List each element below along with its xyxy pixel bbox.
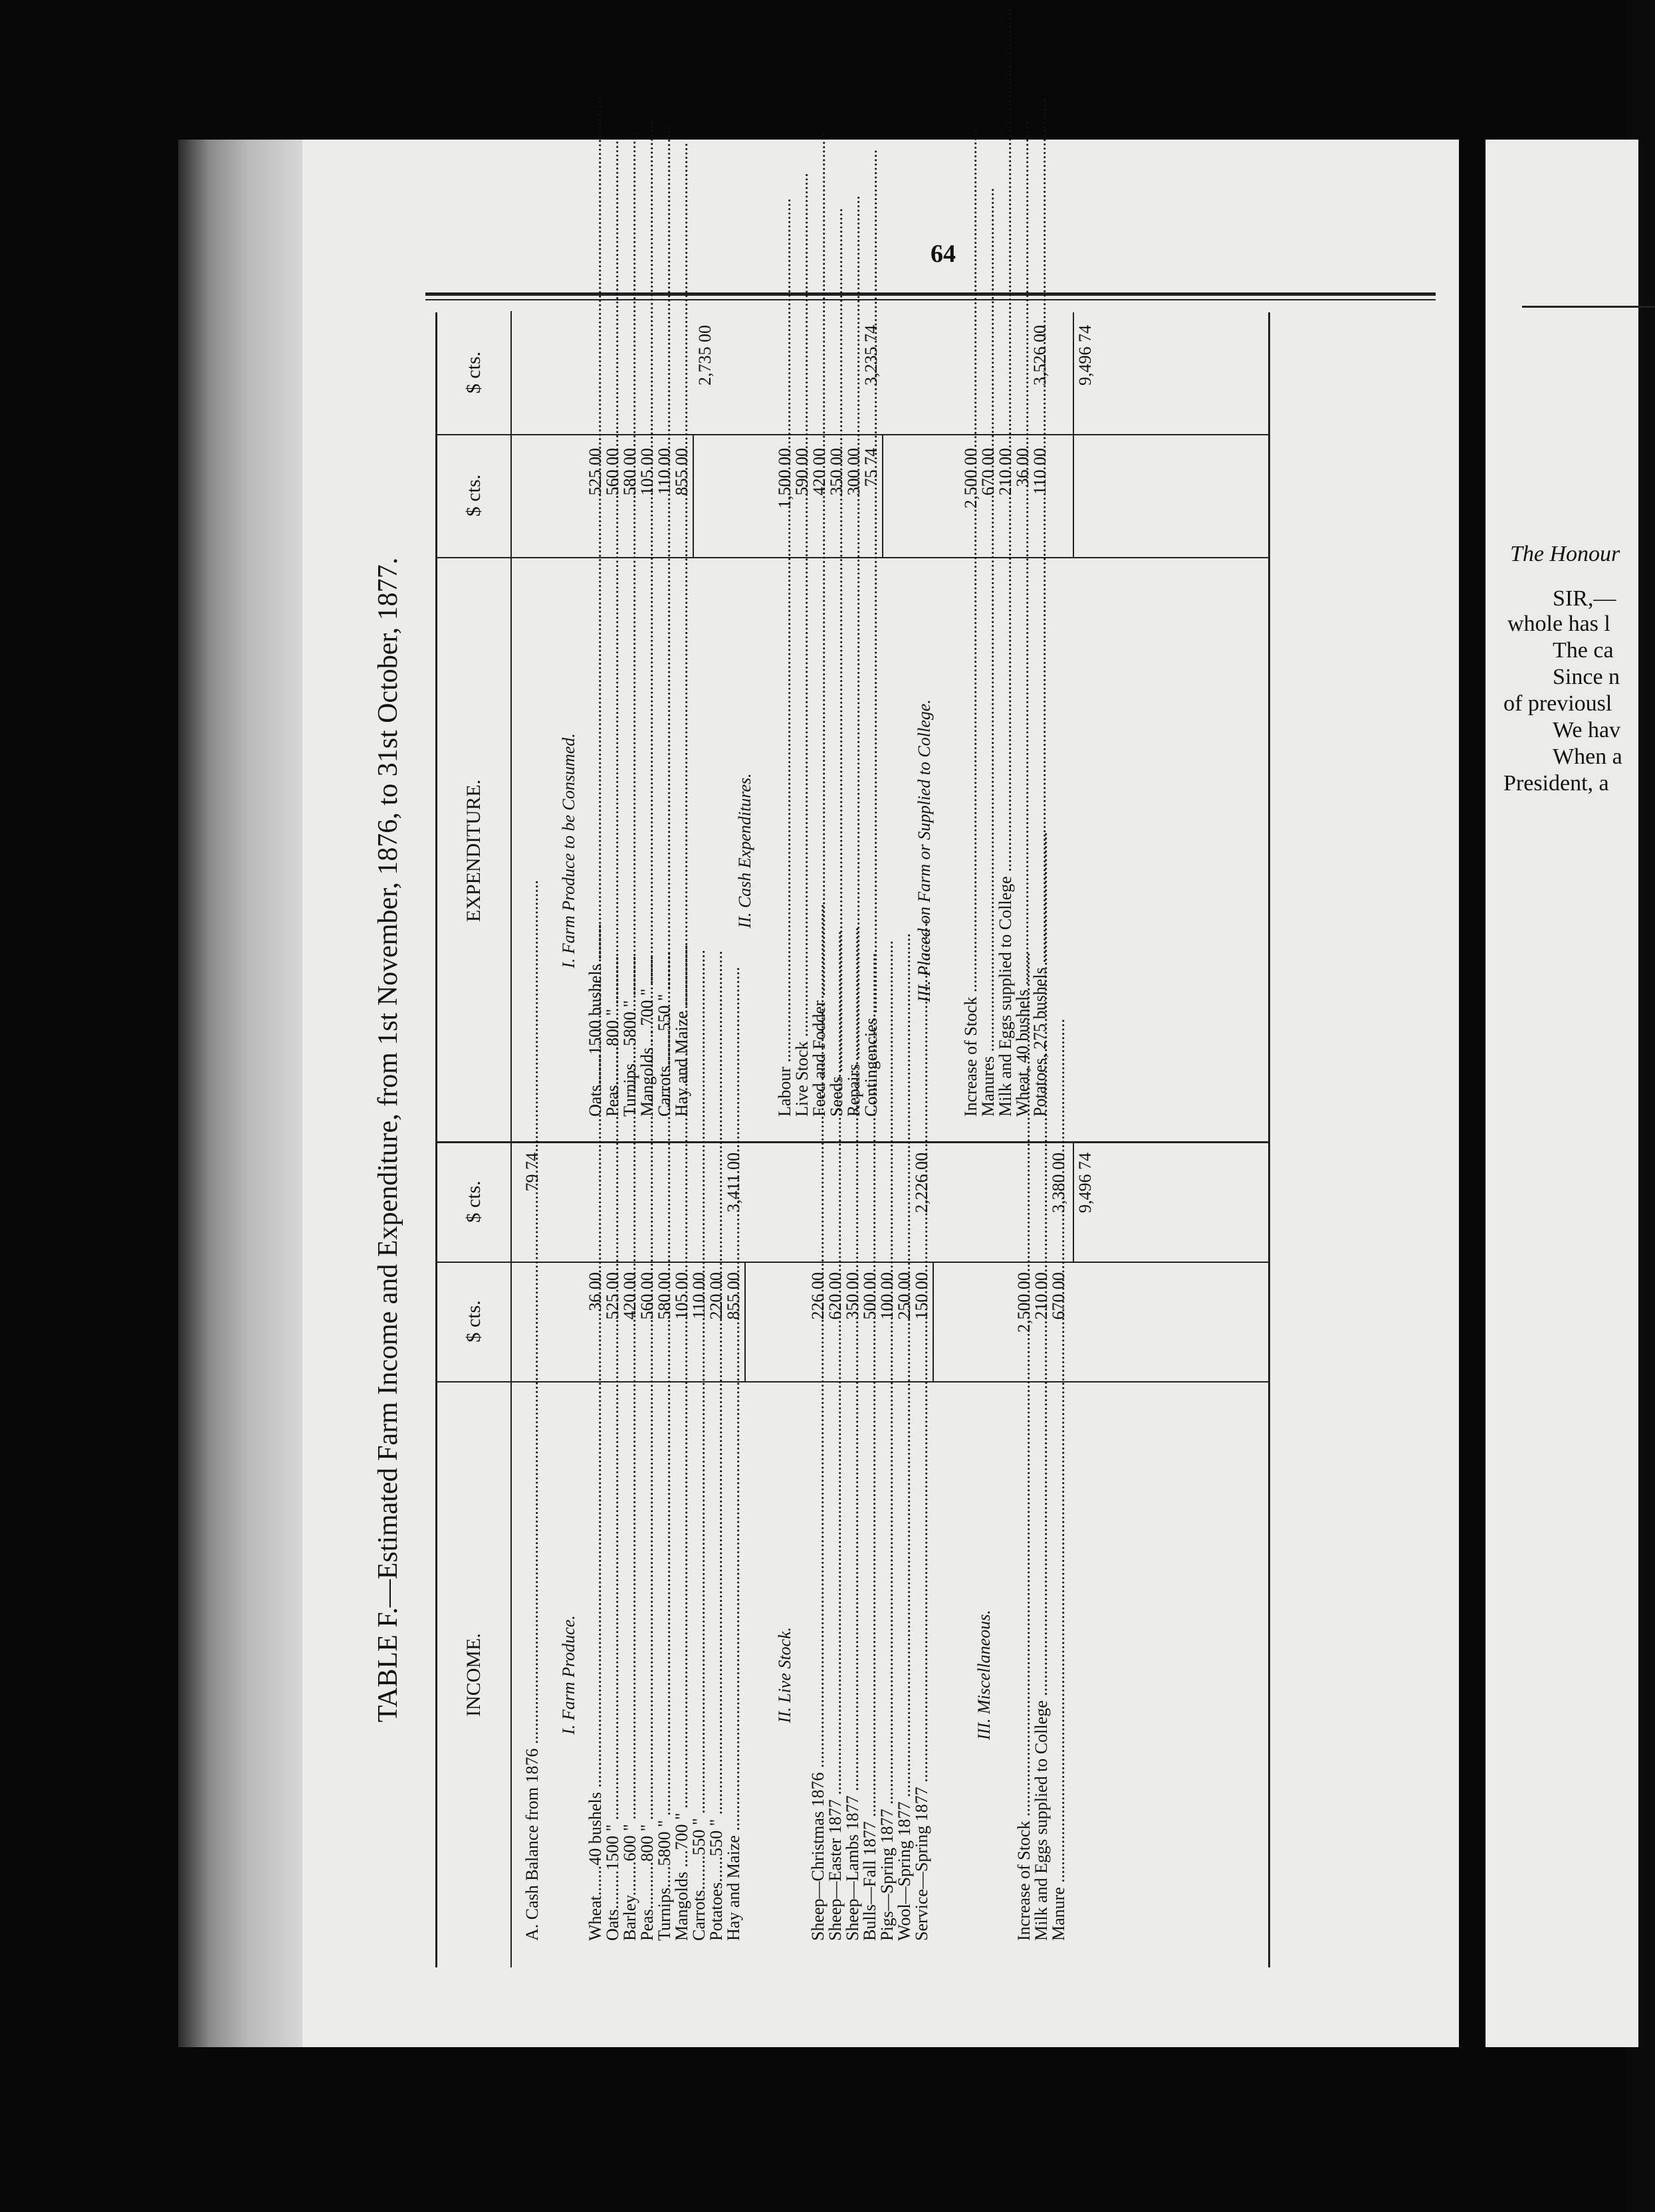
expenditure-item-amount: 110 00: [1030, 448, 1049, 495]
expenditure-item: Labour .....: [776, 572, 794, 1117]
right-page-line: SIR,—: [1553, 586, 1616, 611]
expenditure-section-heading: I. Farm Produce to be Consumed.: [559, 733, 578, 968]
income-item: Wool—Spring 1877 .....: [896, 1396, 913, 1941]
expenditure-section-total: 2,735 00: [695, 325, 715, 386]
expenditure-header: EXPENDITURE.: [437, 558, 512, 1143]
income-item-amount: 855 00: [724, 1272, 743, 1320]
expenditure-section-heading: III. Placed on Farm or Supplied to College.: [915, 699, 934, 1002]
income-item: Sheep—Christmas 1876 .....: [810, 1396, 827, 1941]
income-item: Oats.........1500 " .....: [604, 1396, 621, 1941]
expenditure-item-amount: 2,500 00: [961, 448, 980, 508]
income-item: Increase of Stock .....: [1016, 1396, 1033, 1941]
expenditure-item: Seeds .....: [828, 572, 845, 1117]
expenditure-item: Increase of Stock .....: [962, 572, 980, 1117]
expenditure-item: Peas.........800 " .....: [604, 572, 621, 1117]
income-item: Sheep—Lambs 1877 .....: [844, 1396, 861, 1941]
income-item-amount: 150 00: [912, 1272, 931, 1320]
income-item: Hay and Maize .....: [725, 1396, 742, 1941]
income-item-amount: 500 00: [860, 1272, 879, 1320]
income-item-amount: 420 00: [620, 1272, 639, 1320]
right-page-line: Since n: [1553, 665, 1620, 689]
income-header: INCOME.: [437, 1382, 512, 1967]
rotated-table: [372, 312, 1276, 1967]
table-title: TABLE F.—Estimated Farm Income and Expenditure, from 1st November, 1876, to 31st October, 1877.: [373, 557, 403, 1723]
income-item-amount: 36 00: [586, 1272, 605, 1311]
expenditure-total-header: $ cts.: [437, 311, 512, 435]
income-item-amount: 350 00: [843, 1272, 862, 1320]
right-page-line: of previousl: [1503, 691, 1612, 716]
expenditure-item-amount: 1,500 00: [775, 448, 794, 508]
top-rule: [425, 292, 1436, 296]
income-item-amount: 100 00: [877, 1272, 897, 1320]
income-section-heading: III. Miscellaneous.: [974, 1610, 994, 1740]
income-section-total: 2,226 00: [912, 1153, 931, 1213]
expenditure-item: Contingencies .....: [863, 572, 880, 1117]
expenditure-item-amount: 420 00: [810, 448, 829, 496]
income-item: Milk and Eggs supplied to College .....: [1033, 1396, 1050, 1941]
income-item: Manure .....: [1050, 1396, 1067, 1941]
expenditure-item-amount: 75 74: [861, 448, 881, 487]
income-item: Potatoes......550 " .....: [708, 1396, 725, 1941]
page-number: 64: [931, 240, 956, 268]
expenditure-item: Milk and Eggs supplied to College .....: [997, 572, 1014, 1117]
expenditure-item: Manures .....: [980, 572, 997, 1117]
income-item-amount: 670 00: [1049, 1272, 1068, 1320]
expenditure-item: Live Stock .....: [794, 572, 811, 1117]
expenditure-item: Feed and Fodder .....: [811, 572, 828, 1117]
income-item: Pigs—Spring 1877 .....: [879, 1396, 896, 1941]
page-edge: [178, 140, 304, 2047]
income-item: Peas...........800 " .....: [639, 1396, 656, 1941]
income-item: Mangolds ....700 " .....: [673, 1396, 691, 1941]
expenditure-item: Repairs .....: [845, 572, 863, 1117]
expenditure-item-amount: 36 00: [1013, 448, 1032, 487]
income-amount-header: $ cts.: [437, 1262, 512, 1382]
income-item-amount: 580 00: [655, 1272, 674, 1320]
expenditure-grand-total: 9,496 74: [1075, 325, 1095, 386]
income-item: Wheat.......40 bushels .....: [587, 1396, 604, 1941]
income-item: Turnips.....5800 " .....: [656, 1396, 673, 1941]
right-page-line: whole has l: [1507, 611, 1610, 636]
income-total-header: $ cts.: [437, 1142, 512, 1263]
income-section-total: 3,411 00: [724, 1153, 743, 1213]
expenditure-item-amount: 110 00: [655, 448, 674, 495]
table-frame: [435, 312, 1270, 1967]
income-grand-total: 9,496 74: [1075, 1153, 1095, 1213]
top-rule-thin: [425, 299, 1436, 300]
right-page-line: President, a: [1503, 771, 1609, 796]
income-section-heading: I. Farm Produce.: [559, 1615, 578, 1735]
income-item-amount: 226 00: [808, 1272, 828, 1320]
cash-balance-label: A. Cash Balance from 1876 .....: [524, 1396, 541, 1941]
income-item-amount: 110 00: [689, 1272, 709, 1319]
income-item-amount: 250 00: [895, 1272, 914, 1320]
expenditure-section-heading: II. Cash Expenditures.: [735, 773, 754, 929]
income-item-amount: 105 00: [672, 1272, 691, 1320]
right-page-rule: [1522, 306, 1655, 308]
income-item: Service—Spring 1877 .....: [913, 1396, 931, 1941]
expenditure-item: Potatoes, 275 bushels .....: [1032, 572, 1049, 1117]
right-page: [1486, 140, 1638, 2047]
income-item-amount: 210 00: [1032, 1272, 1051, 1320]
expenditure-item: Carrots........550 " .....: [656, 572, 673, 1117]
expenditure-item-amount: 580 00: [620, 448, 639, 496]
income-section-heading: II. Live Stock.: [775, 1626, 794, 1723]
right-page-line: The ca: [1553, 638, 1614, 663]
expenditure-item: Turnips....5800 " .....: [621, 572, 639, 1117]
expenditure-item: Mangolds . . 700 " .....: [639, 572, 656, 1117]
total-rule: [1073, 1143, 1074, 1263]
expenditure-item: Hay and Maize .....: [673, 572, 691, 1117]
expenditure-item: Wheat, 40 bushels .....: [1014, 572, 1032, 1117]
expenditure-item-amount: 525 00: [586, 448, 605, 496]
expenditure-section-total: 3,526 00: [1030, 325, 1049, 386]
income-item-amount: 220 00: [707, 1272, 726, 1320]
income-item: Sheep—Easter 1877 .....: [827, 1396, 844, 1941]
income-item: Barley........600 " .....: [621, 1396, 639, 1941]
subtotal-rule: [744, 1263, 746, 1382]
expenditure-item-amount: 590 00: [792, 448, 812, 496]
expenditure-item: Oats.......1500 bushels .....: [587, 572, 604, 1117]
expenditure-item-amount: 350 00: [827, 448, 846, 496]
income-column: [437, 1141, 1268, 1967]
expenditure-item-amount: 105 00: [637, 448, 657, 496]
expenditure-column: [437, 312, 1268, 1143]
expenditure-item-amount: 560 00: [603, 448, 622, 496]
income-section-total: 3,380 00: [1049, 1153, 1068, 1213]
expenditure-item-amount: 300 00: [844, 448, 863, 496]
total-rule: [1073, 312, 1074, 558]
right-page-line: The Honour: [1510, 542, 1620, 566]
subtotal-rule: [693, 435, 694, 558]
expenditure-item-amount: 670 00: [978, 448, 998, 496]
cash-balance-total: 79 74: [522, 1153, 542, 1192]
expenditure-section-total: 3,235 74: [861, 325, 881, 386]
expenditure-item-amount: 210 00: [996, 448, 1015, 496]
income-item-amount: 620 00: [826, 1272, 845, 1320]
expenditure-amount-header: $ cts.: [437, 434, 512, 558]
income-item: Carrots........550 " .....: [691, 1396, 708, 1941]
subtotal-rule: [882, 435, 883, 558]
income-item-amount: 560 00: [637, 1272, 657, 1320]
income-item-amount: 2,500 00: [1014, 1272, 1034, 1333]
expenditure-item-amount: 855 00: [672, 448, 691, 496]
income-item: Bulls—Fall 1877 .....: [861, 1396, 879, 1941]
subtotal-rule: [933, 1263, 934, 1382]
right-page-line: We hav: [1553, 718, 1621, 742]
right-page-line: When a: [1553, 744, 1622, 769]
income-item-amount: 525 00: [603, 1272, 622, 1320]
